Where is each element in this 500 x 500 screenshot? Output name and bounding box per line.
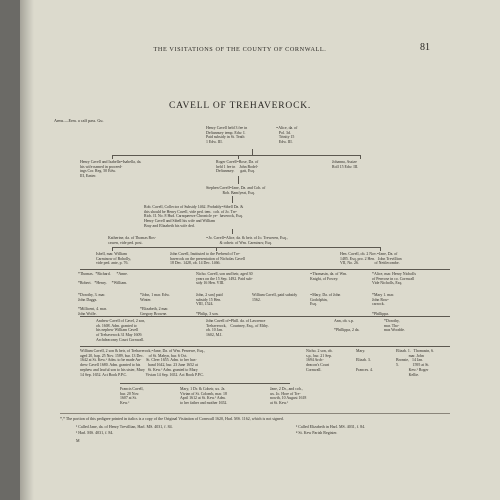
- descent-line: [380, 247, 381, 251]
- descent-line: [238, 155, 239, 159]
- page-number: 81: [420, 42, 430, 53]
- descent-line: [360, 155, 361, 159]
- sibling-line: [112, 155, 360, 156]
- descent-line: [232, 229, 233, 234]
- pedigree-entry-william-cavell: William Cavell, paid subsidy 1562.: [252, 293, 298, 302]
- pedigree-entry-hen-cavell: Hen. Cavell, ob. 2 Nov.=Jane, Da. of 1485. Esq. pro. 2 Hen. John Trevillion VII, No. 26. of Nettlecombe.: [340, 252, 402, 266]
- pedigree-entry-ann: Ann, ob. s.p. *Phillippa, 2 da.: [334, 319, 360, 333]
- pedigree-entry-alice-nicholls: *Alice, mar. Henry Nicholls of Penvose in co. Cornwall Vide Nicholls, Esq.: [372, 272, 416, 286]
- descent-line: [238, 176, 239, 184]
- pedigree-entry-isbell: Isbell, mar. William Carminow of Boholly, vide ped. ante, p. 76.: [96, 252, 131, 266]
- pedigree-entry-mary-rowcarrock: *Mary 1. mar. John Row- carrock. *Phillippa.: [372, 293, 395, 316]
- footnote-1: ¹ Called Jane, da. of Henry Trevillian, Harl. MS. 4031, f. 84.: [76, 424, 173, 429]
- footnote-3: ³ Called Elizabeth in Harl. MS. 4031, f. 84.: [296, 424, 366, 429]
- pedigree-entry-alice: =Alice, da. of Pol. 3d. Trinity 15 Edw. III.: [276, 126, 298, 145]
- pedigree-entry-jane-hore: Jane, 2 Dr., and coh., ux. Jo. Hore of Tre- nowth, 10 August 1618 at St. Kew.²: [270, 387, 307, 406]
- footnote-4: ⁴ St. Kew Parish Register.: [296, 430, 338, 435]
- descent-line: [112, 155, 113, 159]
- sibling-line: [112, 247, 380, 248]
- pedigree-entry-thomasin-kellie: Elizab. 1. Thomasin, 6. mar. John Bronste, 14 Jan. 5. 1595 at St. Kew.² Roger Kellie.: [396, 349, 435, 377]
- pedigree-entry-thomasin-knight: =Thomasin, da. of Wm. Knight, of Fowey.: [310, 272, 348, 281]
- pedigree-entry-john-cavell-trehaverock: John Cavell of=Phill. da. of Lawrence Trehaverock, Courtney, Esq., of Elthy. ob. 10 Jan. 1602, M.I.: [206, 319, 269, 338]
- pedigree-entry-dorothy-millicent: *Dorothy, 3. mar. John Daggs. *Millicent, 4. mar. John Wolfe.: [78, 293, 107, 316]
- arms-description: Arms.—Erm. a calf pass. Gu.: [54, 118, 104, 123]
- pedigree-entry-roger-cavell: Roger Cavell=Rose, Da. of held 1 fee in John Bodel- Defiannsey. gatt, Esq.: [216, 160, 259, 174]
- pedigree-entry-francis-cavell: Francis Cavell, bur. 20 Nov. 1607 at St. Kew.²: [120, 387, 144, 406]
- running-header: THE VISITATIONS OF THE COUNTY OF CORNWALL.: [153, 46, 327, 53]
- signature-mark: M: [76, 438, 80, 443]
- pedigree-entry-rob-cavell: Rob. Cavell, Collector of Subsidy 1462. Probably=Sibell Da. & this should be Henry Cavell, vide ped. tem. coh. of Jo. Tre- Rich. II. No. 8 Hud. Carnqueewe Chronicle ye- haverock, Esq. Henry Cavell and Sibell his wife and William Bray and Elizabeth his wife ded.: [144, 205, 244, 228]
- pedigree-entry-stephen-cavell: Stephen Cavell=Jane, Da. and Coh. of Rob. Bamfyeat, Esq.: [206, 186, 266, 195]
- sibling-line: [80, 346, 450, 347]
- sibling-line: [120, 383, 290, 384]
- descent-line: [112, 247, 113, 251]
- footnote-main: *,* The portion of this pedigree printed in italics is a copy of the Original Visitation of Cornwall 1620, Harl. MS. 1162, which is not signed.: [60, 416, 284, 421]
- pedigree-entry-jo-cavell: =Jo. Cavell=Alice, da. & heir. of Jo. Treweren, Esq., & coheir. of Wm. Carminov, Esq.: [206, 236, 288, 245]
- pedigree-entry-john-elizabeth: *John, 1 mar. Edw. Winter. *Elizabeth, 2 mar. Gregory Browne.: [140, 293, 170, 316]
- sibling-line: [80, 269, 450, 270]
- sibling-line: [80, 316, 450, 317]
- footnote-2: ¹ Harl. MS. 4031, f. 84.: [76, 430, 114, 435]
- descent-line: [232, 196, 233, 203]
- footnote-divider: [60, 413, 450, 414]
- pedigree-entry-henry-cavell: Henry Cavell held 3 fee in Defiannsey temp. Edw. I. Paid subsidy in St. Teath 1 Edw. III.: [206, 126, 248, 145]
- pedigree-entry-william-cavell-heir: William Cavell, 2 son & heir, of Trehaverock,=Jane, Da. of Wm. Penrewe, Esq., aged 20, bap. 25 Nov. 1589, bur. 13 Dec. of St. Mabyn, bur. 6 Oct. 1642 at St. Kew.¹ Adm. to be made An- St. Cleer 1655. Adm. to her hus- drew Cavell 1680. Adm. granted to his band 1642, bur. 23 June 1652 at nephew and lawful son to his sister, Mary St. Kew.² Adm. granted to Mary 14 Sep. 1652. Act Book P.P.C. Vivian 14 Sep. 1652. Act Book P.P.C.: [80, 349, 205, 377]
- pedigree-entry-nicho-cavell: Nicho. Cavell, son and heir, aged 30 years on the 15 Sep. 1492. Paid sub- sidy 16 Hen. VIII.: [196, 272, 253, 286]
- pedigree-entry-mary-godolphin: =Mary, Da. of John Godolphin, Esq.: [310, 293, 341, 307]
- pedigree-entry-mary-elizab-frances: Mary. Elizab. 3. Frances. 4.: [356, 349, 373, 372]
- pedigree-title: CAVELL OF TREHAVEROCK.: [168, 101, 312, 111]
- pedigree-entry-thomas-siblings: *Thomas. *Richard. *Anne. *Robert. *Henry. *William.: [78, 272, 128, 286]
- pedigree-entry-henry-isabella: Henry Cavell and Isabella=Isabella, da. his wife named in proceed- ings Cor. Reg. 50 Edw. III, Easter.: [80, 160, 142, 179]
- pedigree-entry-john-cavell: John Cavell, Instituted to the Prebend of Tre- haverock on the presentation of Nicholas Cavell 18 Dec. 1428, ob. 14 Dec. 1466.: [170, 252, 245, 266]
- pedigree-entry-katherine: Katherine, da. of Thomas Bos- cawen, vide ped. post.: [108, 236, 156, 245]
- descent-line: [216, 247, 217, 251]
- pedigree-entry-mary-vivian: Mary, 1 Dr. & Coheir, ux. Ja. Vivian of St. Colomb, mar. 18 April 1612 at St. Kew.² Adm. to her father and mother 1652.: [180, 387, 228, 406]
- document-page: [20, 0, 500, 500]
- pedigree-entry-nicho-2-son: Nicho. 2 son, ob. s.p., bur. 21 Sep. 1694 Arch- deacon's Court Cornwall.: [306, 349, 333, 372]
- pedigree-entry-john-philip: John, 2 son] paid subsidy 15 Hen. VIII, 1524. *Philip, 3 son.: [196, 293, 223, 316]
- pedigree-entry-andrew-cavell: Andrew Cavell of Cavel, 2 son, ob. 1608. Adm. granted to his nephew William Cavell of Trehaverock 31 May 1609. Archdeaconry Court Cornwall.: [96, 319, 146, 342]
- pedigree-entry-johanna: Johanna, Assize Roll 15 Edw. III.: [332, 160, 359, 169]
- pedigree-entry-dorothy-woodde: *Dorothy, mar. Tho- mas Woodde.: [384, 319, 406, 333]
